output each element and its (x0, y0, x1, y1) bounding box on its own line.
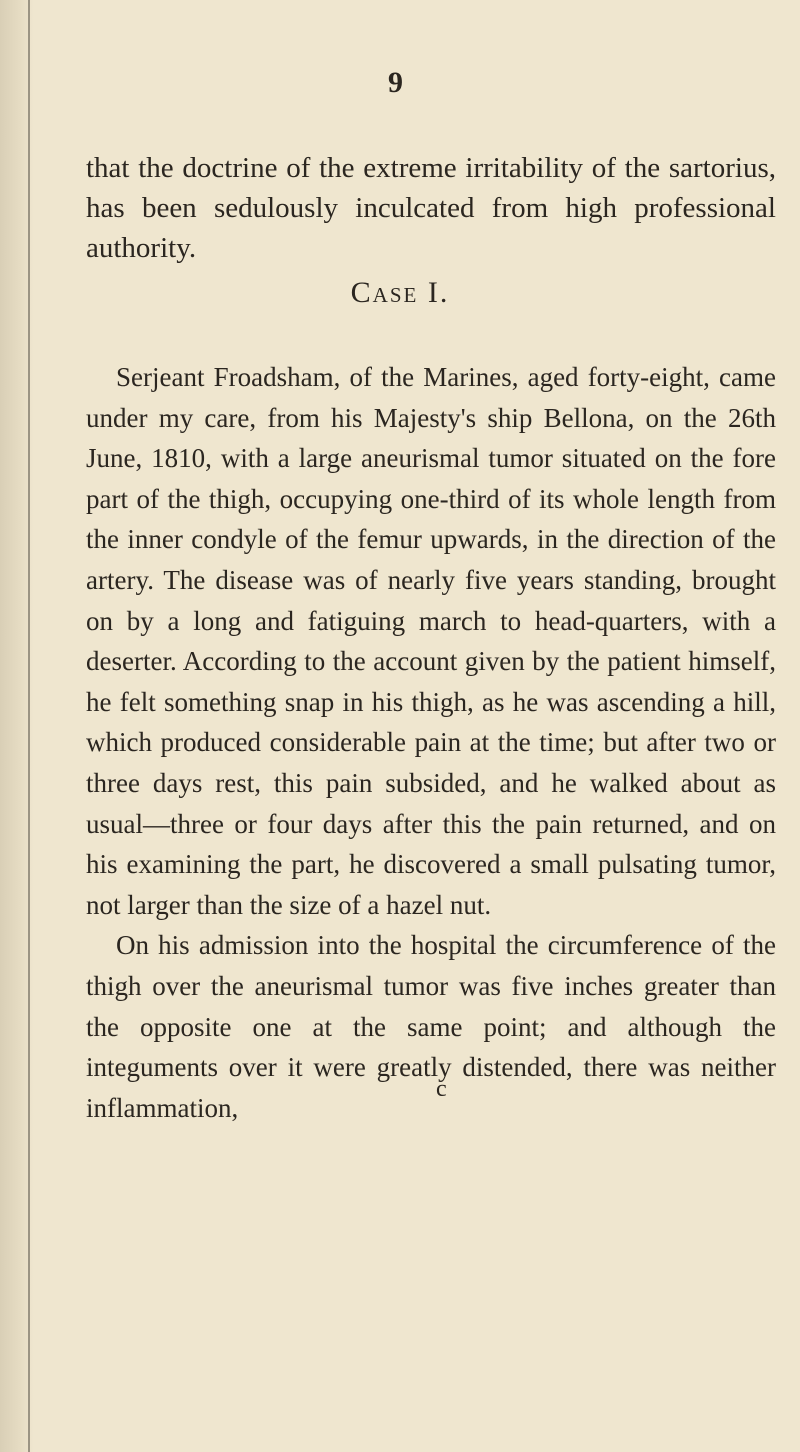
case-body (86, 357, 776, 1128)
case-paragraph-1: Serjeant Froadsham, of the Marines, aged forty-eight, came under my care, from his Majesty's ship Bellona, on the 26th June, 1810, with a large aneurismal tumor situated on the fore part of the thigh, occupying one-third of its whole length from the inner condyle of the femur upwards, in the direction of the artery. The disease was of nearly five years standing, brought on by a long and fatiguing march to head-quarters, with a deserter. According to the account given by the patient himself, he felt something snap in his thigh, as he was ascending a hill, which produced considerable pain at the time; but after two or three days rest, this pain subsided, and he walked about as usual—three or four days after this the pain returned, and on his examining the part, he discovered a small pulsating tumor, not larger than the size of a hazel nut. (86, 362, 776, 920)
opening-paragraph: that the doctrine of the extreme irritability of the sartorius, has been sedulously inculcated from high professional authority. (86, 152, 776, 264)
case-heading: Case I. (350, 276, 450, 309)
case-paragraph-2: On his admission into the hospital the circumference of the thigh over the aneurismal tumor was five inches greater than the opposite one at the same point; and although the integuments over it were greatly distended, there was neither inflammation, (86, 930, 776, 1123)
page-number: 9 (388, 66, 403, 99)
catchword: c (436, 1076, 447, 1102)
opening-text-block (86, 148, 776, 268)
page-edge (28, 0, 30, 1452)
